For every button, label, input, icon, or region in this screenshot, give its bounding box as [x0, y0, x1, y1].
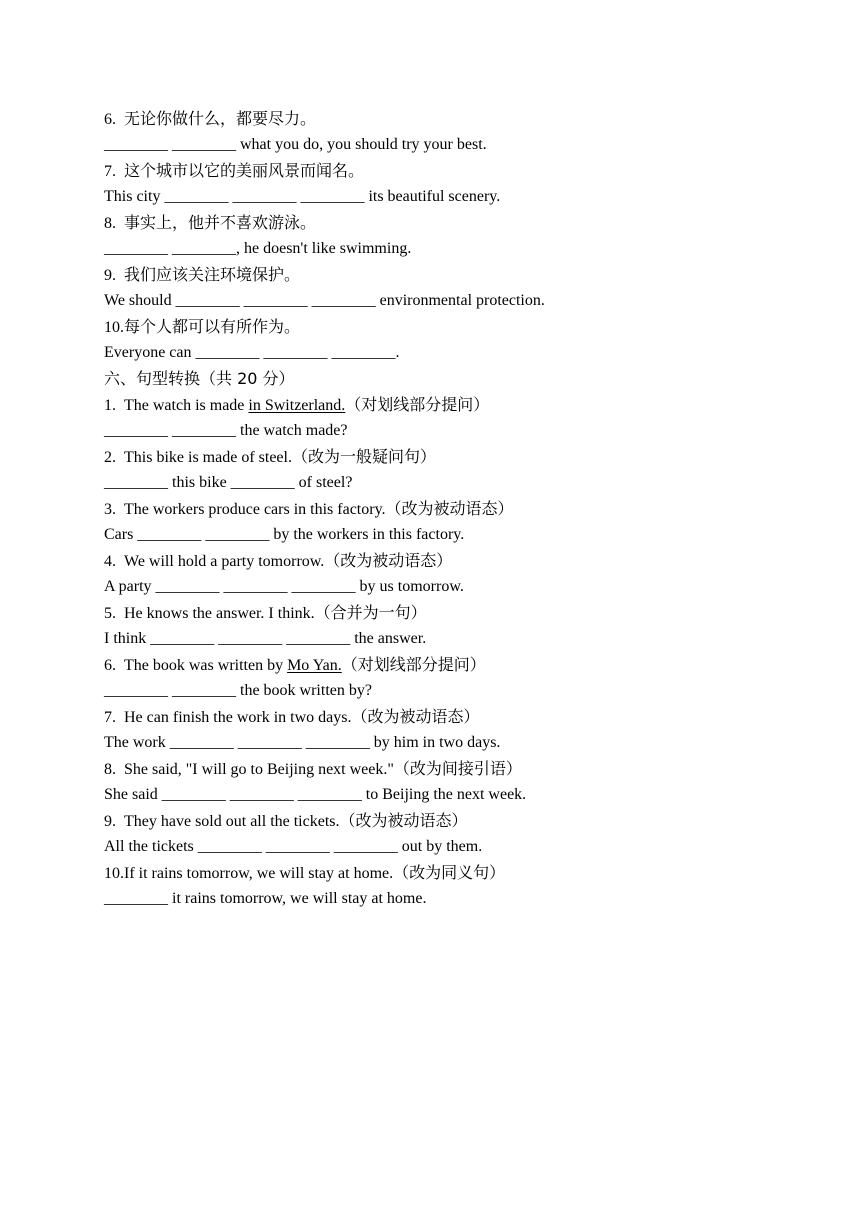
- transform-question-5: [104, 600, 804, 652]
- question-number: 10.: [104, 319, 124, 336]
- source-sentence: If it rains tomorrow, we will stay at home.: [124, 865, 394, 882]
- question-prompt: [104, 704, 804, 730]
- question-number: 6.: [104, 657, 124, 674]
- transform-question-7: [104, 704, 804, 756]
- question-number: 9.: [104, 267, 124, 284]
- source-sentence: This bike is made of steel.: [124, 449, 292, 466]
- question-prompt: [104, 652, 804, 678]
- answer-line: This city ________ ________ ________ its beautiful scenery.: [104, 188, 501, 205]
- answer-line: ________ ________ what you do, you should try your best.: [104, 136, 487, 153]
- question-prompt: [104, 548, 804, 574]
- source-sentence: The book was written by: [124, 657, 288, 674]
- question-prompt: [104, 314, 804, 340]
- question-number: 5.: [104, 605, 124, 622]
- answer-line: Everyone can ________ ________ ________.: [104, 344, 400, 361]
- question-prompt: [104, 600, 804, 626]
- question-prompt: [104, 392, 804, 418]
- source-sentence: They have sold out all the tickets.: [124, 813, 340, 830]
- source-sentence: She said, "I will go to Beijing next week.": [124, 761, 394, 778]
- question-prompt: [104, 808, 804, 834]
- source-sentence: The workers produce cars in this factory.: [124, 501, 386, 518]
- transform-question-6: [104, 652, 804, 704]
- question-prompt: [104, 444, 804, 470]
- instruction-note: （改为一般疑问句）: [291, 447, 436, 466]
- question-prompt: [104, 496, 804, 522]
- instruction-note: （改为被动语态）: [385, 499, 514, 518]
- question-number: 1.: [104, 397, 124, 414]
- source-sentence: We will hold a party tomorrow.: [124, 553, 325, 570]
- instruction-note: （改为间接引语）: [393, 759, 522, 778]
- question-prompt: [104, 860, 804, 886]
- answer-line: The work ________ ________ ________ by him in two days.: [104, 734, 501, 751]
- question-prompt: [104, 210, 804, 236]
- translation-question-8: [104, 210, 804, 262]
- chinese-sentence: 每个人都可以有所作为。: [124, 317, 301, 336]
- instruction-note: （改为同义句）: [393, 863, 506, 882]
- chinese-sentence: 这个城市以它的美丽风景而闻名。: [124, 161, 365, 180]
- question-prompt: [104, 158, 804, 184]
- question-number: 7.: [104, 709, 124, 726]
- chinese-sentence: 事实上，他并不喜欢游泳。: [124, 213, 317, 232]
- chinese-sentence: 无论你做什么，都要尽力。: [124, 109, 317, 128]
- answer-line: ________ ________ the book written by?: [104, 682, 372, 699]
- question-prompt: [104, 106, 804, 132]
- answer-line: A party ________ ________ ________ by us tomorrow.: [104, 578, 464, 595]
- chinese-sentence: 我们应该关注环境保护。: [124, 265, 301, 284]
- section-heading: 六、句型转换（共 20 分）: [104, 369, 295, 388]
- worksheet-page: [104, 106, 804, 912]
- question-number: 4.: [104, 553, 124, 570]
- answer-line: ________ ________, he doesn't like swimming.: [104, 240, 412, 257]
- instruction-note: （对划线部分提问）: [345, 395, 490, 414]
- question-number: 2.: [104, 449, 124, 466]
- answer-line: ________ this bike ________ of steel?: [104, 474, 353, 491]
- question-number: 8.: [104, 215, 124, 232]
- transform-question-10: [104, 860, 804, 912]
- transform-question-3: [104, 496, 804, 548]
- source-sentence: He knows the answer. I think.: [124, 605, 315, 622]
- question-prompt: [104, 756, 804, 782]
- answer-line: She said ________ ________ ________ to Beijing the next week.: [104, 786, 527, 803]
- transform-question-1: [104, 392, 804, 444]
- answer-line: We should ________ ________ ________ environmental protection.: [104, 292, 545, 309]
- transform-question-9: [104, 808, 804, 860]
- instruction-note: （改为被动语态）: [351, 707, 480, 726]
- question-number: 6.: [104, 111, 124, 128]
- question-number: 8.: [104, 761, 124, 778]
- source-sentence: The watch is made: [124, 397, 249, 414]
- answer-line: I think ________ ________ ________ the answer.: [104, 630, 427, 647]
- answer-line: All the tickets ________ ________ ________ out by them.: [104, 838, 483, 855]
- translation-question-6: [104, 106, 804, 158]
- transform-question-4: [104, 548, 804, 600]
- underlined-phrase: in Switzerland.: [248, 397, 346, 414]
- answer-line: Cars ________ ________ by the workers in this factory.: [104, 526, 465, 543]
- instruction-note: （改为被动语态）: [324, 551, 453, 570]
- transform-question-8: [104, 756, 804, 808]
- question-number: 7.: [104, 163, 124, 180]
- answer-line: ________ it rains tomorrow, we will stay at home.: [104, 890, 427, 907]
- question-number: 3.: [104, 501, 124, 518]
- translation-question-7: [104, 158, 804, 210]
- question-number: 9.: [104, 813, 124, 830]
- instruction-note: （对划线部分提问）: [341, 655, 486, 674]
- transform-question-2: [104, 444, 804, 496]
- answer-line: ________ ________ the watch made?: [104, 422, 348, 439]
- underlined-phrase: Mo Yan.: [287, 657, 342, 674]
- translation-question-10: [104, 314, 804, 366]
- source-sentence: He can finish the work in two days.: [124, 709, 352, 726]
- translation-question-9: [104, 262, 804, 314]
- question-prompt: [104, 262, 804, 288]
- question-number: 10.: [104, 865, 124, 882]
- instruction-note: （改为被动语态）: [339, 811, 468, 830]
- instruction-note: （合并为一句）: [314, 603, 427, 622]
